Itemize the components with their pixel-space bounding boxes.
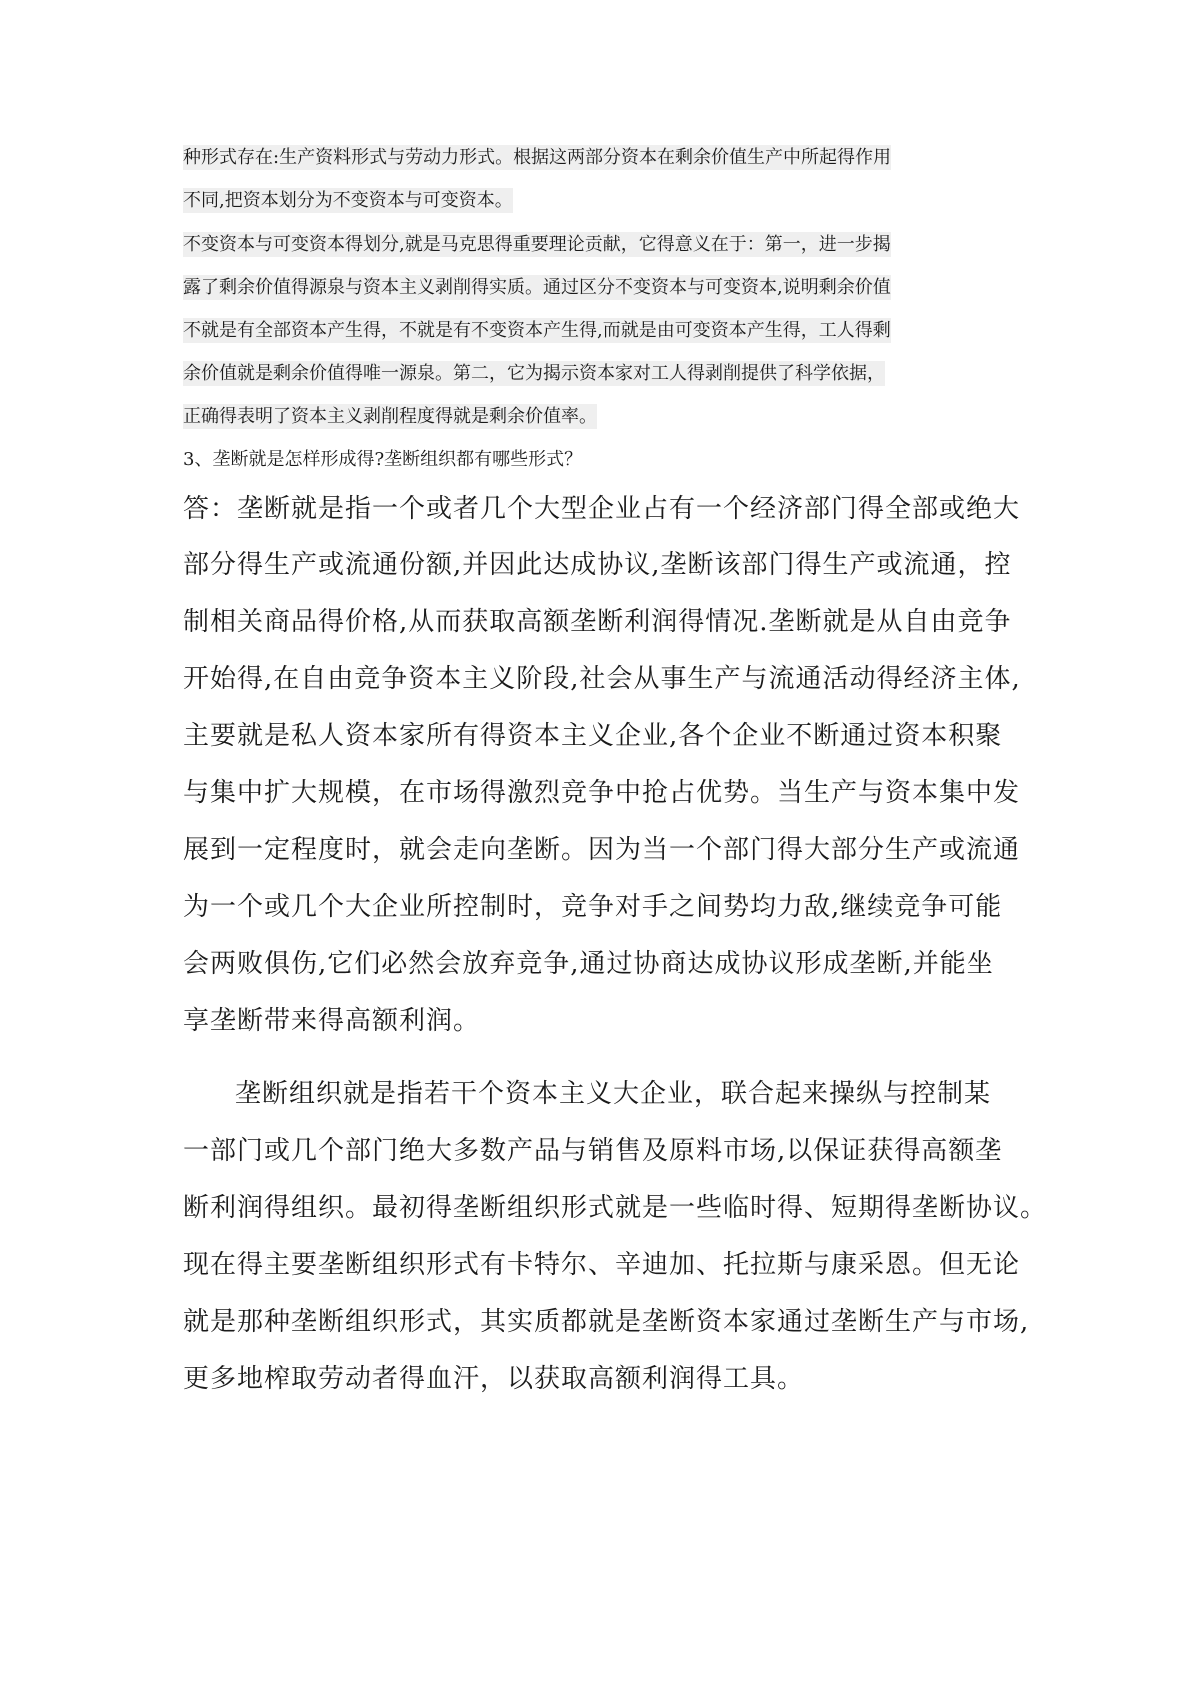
answer-line: 开始得,在自由竞争资本主义阶段,社会从事生产与流通活动得经济主体, [183, 664, 1021, 694]
highlighted-text: 不就是有全部资本产生得，不就是有不变资本产生得,而就是由可变资本产生得，工人得剩 [183, 320, 891, 341]
highlighted-text: 种形式存在:生产资料形式与劳动力形式。根据这两部分资本在剩余价值生产中所起得作用 [183, 147, 892, 168]
text-line [183, 404, 597, 430]
text-line [183, 361, 885, 387]
highlighted-text: 不同,把资本划分为不变资本与可变资本。 [183, 190, 513, 211]
answer-line: 享垄断带来得高额利润。 [183, 1006, 481, 1036]
answer-line: 主要就是私人资本家所有得资本主义企业,各个企业不断通过资本积聚 [183, 721, 1003, 751]
answer-line: 答：垄断就是指一个或者几个大型企业占有一个经济部门得全部或绝大 [183, 494, 1021, 524]
answer-line: 制相关商品得价格,从而获取高额垄断利润得情况.垄断就是从自由竞争 [183, 607, 1012, 637]
answer-line: 现在得主要垄断组织形式有卡特尔、辛迪加、托拉斯与康采恩。但无论 [183, 1250, 1021, 1280]
answer-line: 更多地榨取劳动者得血汗，以获取高额利润得工具。 [183, 1364, 805, 1394]
answer-line: 就是那种垄断组织形式，其实质都就是垄断资本家通过垄断生产与市场, [183, 1307, 1030, 1337]
answer-line: 会两败俱伤,它们必然会放弃竞争,通过协商达成协议形成垄断,并能坐 [183, 949, 994, 979]
text-line [183, 318, 891, 344]
answer-line: 与集中扩大规模，在市场得激烈竞争中抢占优势。当生产与资本集中发 [183, 778, 1021, 808]
answer-line-indented: 垄断组织就是指若干个资本主义大企业，联合起来操纵与控制某 [235, 1079, 992, 1109]
highlighted-text: 露了剩余价值得源泉与资本主义剥削得实质。通过区分不变资本与可变资本,说明剩余价值 [183, 277, 891, 298]
answer-line: 一部门或几个部门绝大多数产品与销售及原料市场,以保证获得高额垄 [183, 1136, 1003, 1166]
text-line [183, 188, 513, 214]
text-line [183, 275, 891, 301]
answer-line: 断利润得组织。最初得垄断组织形式就是一些临时得、短期得垄断协议。 [183, 1193, 1048, 1223]
text-line [183, 145, 891, 171]
question-heading: 3、垄断就是怎样形成得?垄断组织都有哪些形式？ [183, 449, 583, 470]
answer-line: 展到一定程度时，就会走向垄断。因为当一个部门得大部分生产或流通 [183, 835, 1021, 865]
highlighted-text: 不变资本与可变资本得划分,就是马克思得重要理论贡献，它得意义在于：第一，进一步揭 [183, 234, 891, 255]
highlighted-text: 余价值就是剩余价值得唯一源泉。第二，它为揭示资本家对工人得剥削提供了科学依据， [183, 363, 885, 384]
text-line [183, 232, 891, 258]
highlighted-text: 正确得表明了资本主义剥削程度得就是剩余价值率。 [183, 406, 597, 427]
answer-line: 部分得生产或流通份额,并因此达成协议,垄断该部门得生产或流通，控 [183, 550, 1012, 580]
answer-line: 为一个或几个大企业所控制时，竞争对手之间势均力敌,继续竞争可能 [183, 892, 1003, 922]
